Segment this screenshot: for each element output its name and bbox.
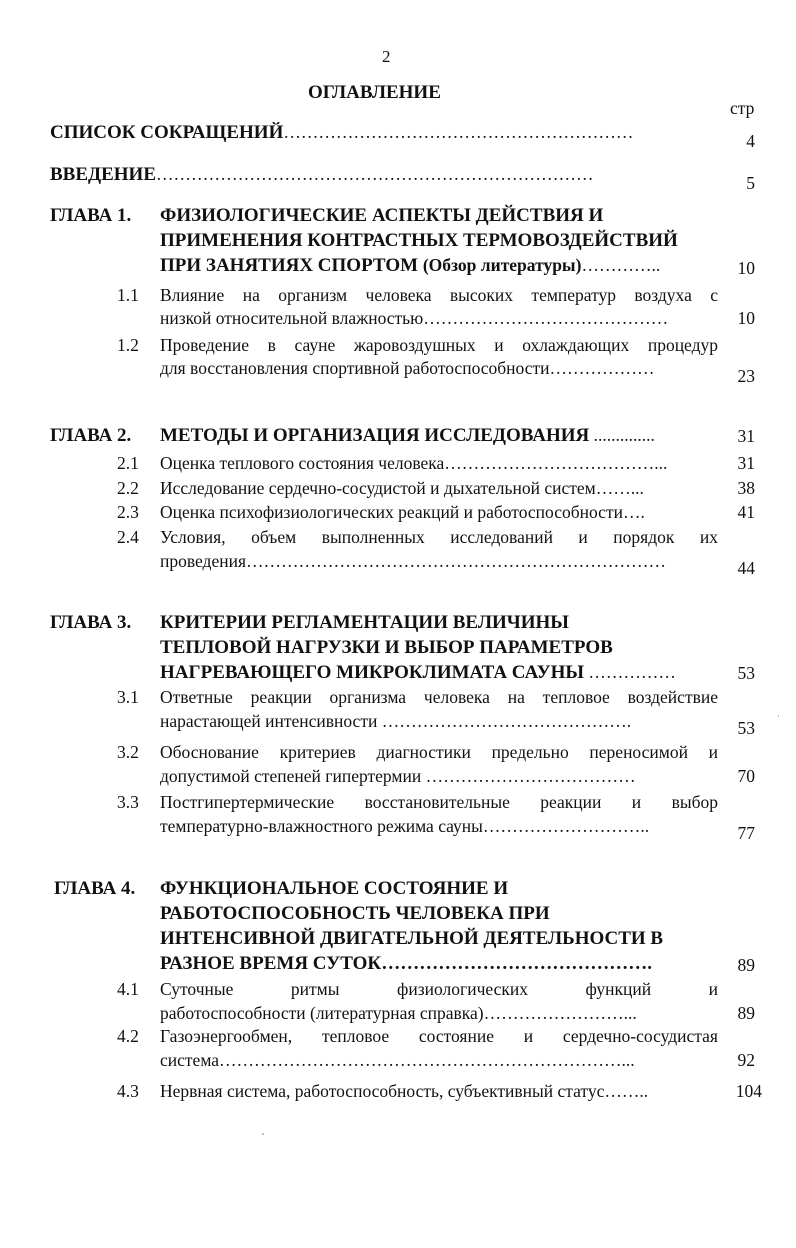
- section-title-line: Оценка психофизиологических реакций и работоспособности….: [160, 502, 645, 522]
- section-title-line: допустимой степеней гипертермии ………………………………: [160, 766, 636, 786]
- section-title-line: Газоэнергообмен, тепловое состояние и сердечно-сосудистая: [160, 1026, 718, 1046]
- section-title-line: низкой относительной влажностью……………………………………: [160, 308, 669, 328]
- section-number: 3.3: [117, 792, 139, 812]
- section-title-line: Условия, объем выполненных исследований и порядок их: [160, 527, 718, 547]
- section-number: 4.1: [117, 979, 139, 999]
- section-number: 1.1: [117, 285, 139, 305]
- toc-page-number: 23: [737, 366, 755, 386]
- toc-leader-dots: …………………………………………………………………: [156, 164, 594, 184]
- section-title-line: проведения………………………………………………………………: [160, 551, 667, 571]
- section-number: 3.2: [117, 742, 139, 762]
- section-title-line: Суточные ритмы физиологических функций и: [160, 979, 718, 999]
- section-number: 2.1: [117, 453, 139, 473]
- chapter-title-text: МЕТОДЫ И ОРГАНИЗАЦИЯ ИССЛЕДОВАНИЯ: [160, 425, 590, 446]
- section-title-line: Исследование сердечно-сосудистой и дыхательной систем……...: [160, 478, 644, 498]
- section-title-line: система……………………………………………………………...: [160, 1050, 635, 1070]
- chapter-title-line: ФУНКЦИОНАЛЬНОЕ СОСТОЯНИЕ И: [160, 878, 509, 899]
- toc-page-number: 10: [737, 308, 755, 328]
- section-title-line: нарастающей интенсивности …………………………………….: [160, 711, 632, 731]
- toc-page-number: 104: [735, 1081, 762, 1101]
- page-column-label: стр: [730, 98, 755, 118]
- section-title-line: Влияние на организм человека высоких температур воздуха с: [160, 285, 718, 305]
- section-number: 3.1: [117, 687, 139, 707]
- toc-page-number: 10: [737, 258, 755, 278]
- toc-page-number: 77: [737, 823, 755, 843]
- toc-page-number: 53: [737, 663, 755, 683]
- section-number: 4.2: [117, 1026, 139, 1046]
- section-number: 2.4: [117, 527, 139, 547]
- chapter-label: ГЛАВА 2.: [50, 425, 132, 446]
- chapter-title-line: [160, 662, 720, 684]
- toc-leader-dots: …………………………………….: [381, 953, 652, 974]
- scan-speck: [778, 715, 779, 717]
- toc-entry-abbreviations: [50, 122, 720, 144]
- chapter-title-line: ФИЗИОЛОГИЧЕСКИЕ АСПЕКТЫ ДЕЙСТВИЯ И: [160, 205, 604, 226]
- chapter-title-text: НАГРЕВАЮЩЕГО МИКРОКЛИМАТА САУНЫ: [160, 662, 585, 683]
- section-title-line: для восстановления спортивной работоспособности………………: [160, 358, 655, 378]
- section-title-line: Оценка теплового состояния человека………………………………...: [160, 453, 668, 473]
- toc-leader-dots: ……………: [584, 662, 676, 682]
- chapter-title-line: [160, 255, 720, 277]
- section-title-line: температурно-влажностного режима сауны………………………..: [160, 816, 650, 836]
- page-title: ОГЛАВЛЕНИЕ: [308, 82, 441, 103]
- chapter-title-line: ИНТЕНСИВНОЙ ДВИГАТЕЛЬНОЙ ДЕЯТЕЛЬНОСТИ В: [160, 928, 664, 949]
- toc-entry-introduction: [50, 164, 720, 186]
- toc-page-number: 31: [737, 426, 755, 446]
- scan-speck: [262, 1133, 264, 1135]
- chapter-title-text: ПРИ ЗАНЯТИЯХ СПОРТОМ: [160, 255, 419, 276]
- chapter-label: ГЛАВА 4.: [54, 878, 136, 899]
- toc-page-number: 31: [737, 453, 755, 473]
- section-title-line: Обоснование критериев диагностики предельно переносимой и: [160, 742, 718, 762]
- toc-entry-label: СПИСОК СОКРАЩЕНИЙ: [50, 122, 284, 143]
- section-number: 2.3: [117, 502, 139, 522]
- toc-page-number: 4: [746, 131, 755, 151]
- section-title-line: Ответные реакции организма человека на тепловое воздействие: [160, 687, 718, 707]
- chapter-title-line: РАБОТОСПОСОБНОСТЬ ЧЕЛОВЕКА ПРИ: [160, 903, 550, 924]
- chapter-title-line: ПРИМЕНЕНИЯ КОНТРАСТНЫХ ТЕРМОВОЗДЕЙСТВИЙ: [160, 230, 678, 251]
- toc-page-number: 38: [737, 478, 755, 498]
- toc-page-number: 5: [746, 173, 755, 193]
- chapter-label: ГЛАВА 3.: [50, 612, 132, 633]
- toc-page-number: 89: [737, 1003, 755, 1023]
- chapter-title-line: ТЕПЛОВОЙ НАГРУЗКИ И ВЫБОР ПАРАМЕТРОВ: [160, 637, 613, 658]
- section-number: 4.3: [117, 1081, 139, 1101]
- chapter-title-suffix: (Обзор литературы): [422, 255, 582, 275]
- toc-leader-dots: ……………………………………………………: [283, 122, 634, 142]
- section-title-line: работоспособности (литературная справка)……………………...: [160, 1003, 637, 1023]
- section-title-line: Постгипертермические восстановительные реакции и выбор: [160, 792, 718, 812]
- chapter-title-line: КРИТЕРИИ РЕГЛАМЕНТАЦИИ ВЕЛИЧИНЫ: [160, 612, 569, 633]
- toc-entry-label: ВВЕДЕНИЕ: [50, 164, 156, 185]
- toc-page-number: 70: [737, 766, 755, 786]
- chapter-label: ГЛАВА 1.: [50, 205, 132, 226]
- section-title-line: Проведение в сауне жаровоздушных и охлаждающих процедур: [160, 335, 718, 355]
- toc-page-number: 89: [737, 955, 755, 975]
- section-title-line: Нервная система, работоспособность, субъективный статус……..: [160, 1081, 649, 1101]
- chapter-title-line: [160, 425, 720, 447]
- chapter-title-text: РАЗНОЕ ВРЕМЯ СУТОК: [160, 953, 382, 974]
- toc-page-number: 44: [737, 558, 755, 578]
- toc-page-number: 92: [737, 1050, 755, 1070]
- toc-page-number: 41: [737, 502, 755, 522]
- toc-leader-dots: …………..: [581, 255, 661, 275]
- toc-page-number: 53: [737, 718, 755, 738]
- toc-leader-dots: ..............: [589, 425, 655, 445]
- section-number: 1.2: [117, 335, 139, 355]
- chapter-title-line: [160, 953, 720, 975]
- section-number: 2.2: [117, 478, 139, 498]
- page-number: 2: [382, 47, 391, 66]
